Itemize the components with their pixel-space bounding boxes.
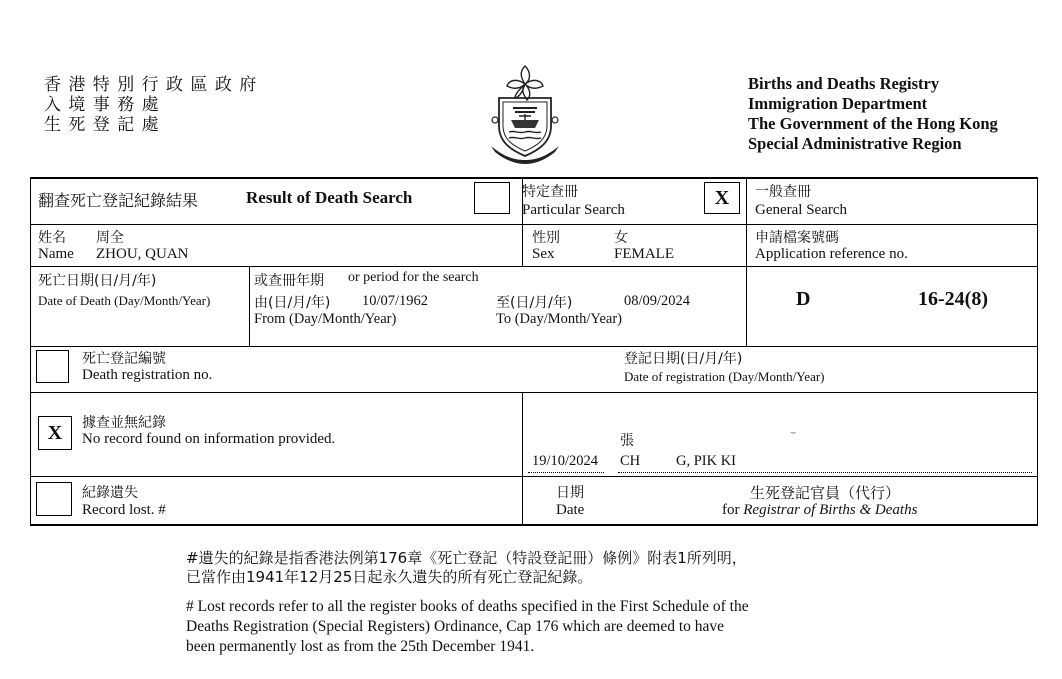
registrar-en-line [722, 502, 917, 519]
from-date-value: 10/07/1962 [362, 293, 429, 309]
note-en-line-2: Deaths Registration (Special Registers) Ordinance, Cap 176 which are deemed to have [186, 618, 725, 635]
name-zh-label: 姓名 [38, 230, 66, 246]
header-zh-line-1: 香 港 特 別 行 政 區 政 府 [44, 75, 258, 95]
form-row-divider-1 [30, 224, 1038, 225]
col-divider-period-left [249, 266, 250, 347]
registrar-zh: 生死登記官員（代行） [750, 484, 901, 502]
sex-zh-label: 性別 [532, 230, 560, 246]
col-divider-signature-left [522, 392, 523, 526]
general-search-mark: X [714, 187, 730, 209]
form-right-border [1037, 177, 1038, 526]
note-zh-line-1: #遺失的紀錄是指香港法例第176章《死亡登記（特設登記冊）條例》附表1所列明， [186, 549, 747, 567]
period-en-label: or period for the search [348, 270, 479, 285]
particular-search-checkbox[interactable] [474, 182, 510, 214]
app-ref-value-prefix: D [796, 288, 811, 310]
registrar-en-prefix: for [722, 502, 740, 518]
signature-date-value: 19/10/2024 [532, 453, 599, 469]
header-zh-line-2: 入 境 事 務 處 [44, 95, 160, 115]
app-ref-en-label: Application reference no. [755, 246, 908, 262]
reg-date-zh-label: 登記日期(日/月/年) [624, 351, 743, 367]
to-zh-label: 至(日/月/年) [496, 295, 573, 311]
no-record-mark: X [47, 422, 63, 444]
record-lost-checkbox[interactable] [36, 482, 72, 516]
app-ref-zh-label: 申請檔案號碼 [755, 230, 839, 246]
form-row-divider-4 [30, 392, 1038, 393]
officer-name-en-start: CH [620, 453, 641, 469]
header-en-line-2: Immigration Department [748, 94, 928, 113]
officer-name-en-end: G, PIK KI [676, 453, 737, 469]
form-row-divider-5 [30, 476, 1038, 477]
form-left-border [30, 177, 31, 526]
sex-zh-value: 女 [614, 230, 628, 246]
general-search-checkbox[interactable] [704, 182, 740, 214]
form-bottom-border [30, 524, 1038, 526]
note-en-line-1: # Lost records refer to all the register books of deaths specified in the First Schedule of the [186, 598, 749, 615]
general-search-zh: 一般查冊 [755, 184, 811, 200]
name-en-label: Name [38, 246, 74, 262]
reg-date-en-label: Date of registration (Day/Month/Year) [624, 369, 825, 384]
app-ref-value-suffix: 16-24(8) [918, 288, 988, 310]
no-record-zh: 據查並無紀錄 [82, 415, 166, 431]
sex-en-label: Sex [532, 246, 555, 262]
death-registration-checkbox[interactable] [36, 350, 69, 383]
general-search-en: General Search [755, 202, 848, 218]
name-zh-value: 周全 [96, 230, 124, 246]
date-en-label: Date [556, 502, 585, 518]
form-top-border [30, 177, 1038, 179]
no-record-checkbox[interactable] [38, 416, 72, 450]
header-en-line-1: Births and Deaths Registry [748, 74, 940, 93]
period-zh-label: 或查冊年期 [254, 273, 324, 289]
header-en-line-3: The Government of the Hong Kong [748, 114, 998, 133]
col-divider-ref-left [746, 177, 747, 347]
sex-en-value: FEMALE [614, 246, 674, 262]
note-zh-line-2: 已當作由1941年12月25日起永久遺失的所有死亡登記紀錄。 [186, 568, 593, 586]
from-zh-label: 由(日/月/年) [254, 295, 331, 311]
header-zh-line-3: 生 死 登 記 處 [44, 115, 160, 135]
registrar-en: Registrar of Births & Deaths [743, 502, 918, 518]
hksar-emblem-icon [485, 60, 565, 164]
date-zh-label: 日期 [556, 485, 584, 501]
dod-zh-label: 死亡日期(日/月/年) [38, 273, 157, 289]
dod-en-label: Date of Death (Day/Month/Year) [38, 293, 211, 308]
record-lost-en: Record lost. # [82, 502, 166, 518]
no-record-en: No record found on information provided. [82, 431, 336, 447]
header-en-line-4: Special Administrative Region [748, 134, 962, 153]
note-en-line-3: been permanently lost as from the 25th December 1941. [186, 638, 535, 655]
form-row-divider-3 [30, 346, 1038, 347]
particular-search-en: Particular Search [522, 202, 625, 218]
officer-name-zh: 張 [620, 433, 634, 449]
death-reg-no-en-label: Death registration no. [82, 367, 213, 383]
date-signature-line [528, 472, 604, 473]
from-en-label: From (Day/Month/Year) [254, 311, 397, 327]
signature-mark-icon: ⌣ [790, 427, 797, 438]
death-reg-no-zh-label: 死亡登記編號 [82, 351, 166, 367]
to-date-value: 08/09/2024 [624, 293, 691, 309]
name-en-value: ZHOU, QUAN [96, 246, 189, 262]
record-lost-zh: 紀錄遺失 [82, 485, 138, 501]
form-row-divider-2 [30, 266, 1038, 267]
officer-signature-line [618, 472, 1032, 473]
search-title-zh: 翻查死亡登記紀錄結果 [38, 191, 199, 210]
search-title-en: Result of Death Search [246, 188, 413, 207]
particular-search-zh: 特定查冊 [522, 184, 578, 200]
to-en-label: To (Day/Month/Year) [496, 311, 622, 327]
